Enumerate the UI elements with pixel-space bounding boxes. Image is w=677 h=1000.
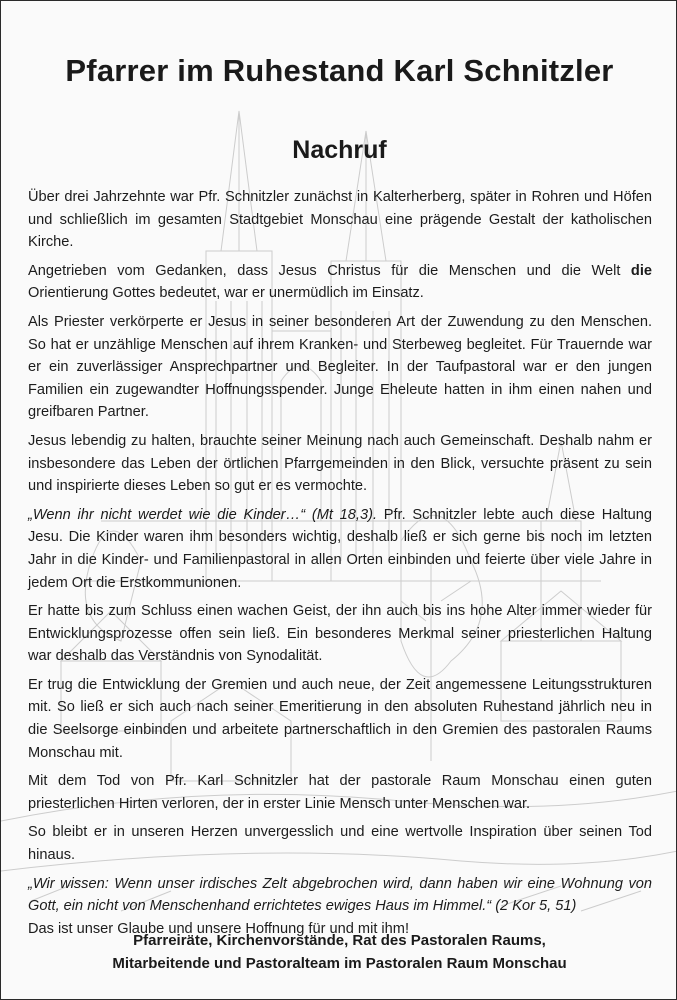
paragraph-2	[28, 260, 652, 305]
paragraph-2-start: Angetrieben vom Gedanken, dass Jesus Christus für die Menschen und die Welt	[28, 262, 631, 279]
paragraph-2-emphasis: die	[630, 262, 652, 279]
signature-block	[1, 929, 677, 975]
paragraph-6: Er hatte bis zum Schluss einen wachen Geist, der ihn auch bis ins hohe Alter immer wieder für Entwicklungsprozesse offen sein ließ. Ein besonderes Merkmal seiner priesterlichen Haltung war deshalb das Verständnis von Synodalität.	[28, 603, 652, 665]
obituary-body	[28, 186, 652, 946]
paragraph-2-end: Orientierung Gottes bedeutet, war er unermüdlich im Einsatz.	[28, 285, 424, 302]
paragraph-5-text: Pfr. Schnitzler lebte auch diese Haltung Jesu. Die Kinder waren ihm besonders wichtig, deshalb ließ er sich gerne bis noch im letzten Jahr in die Kinder- und Familienpastoral in allen Orten einbinden und feierte über viele Jahre in jedem Ort die Erstkommunionen.	[28, 506, 652, 591]
page-title: Pfarrer im Ruhestand Karl Schnitzler	[65, 53, 614, 88]
bible-quote-matthew: „Wenn ihr nicht werdet wie die Kinder…“ (Mt 18,3).	[28, 506, 378, 523]
signature-line-2: Mitarbeitende und Pastoralteam im Pastoralen Raum Monschau	[112, 955, 567, 972]
paragraph-4: Jesus lebendig zu halten, brauchte seiner Meinung nach auch Gemeinschaft. Deshalb nahm er insbesondere das Leben der örtlichen Pfarrgemeinden in den Blick, versuchte präsent zu sein und inspirierte dieses Leben so gut er es vermochte.	[28, 432, 652, 495]
paragraph-3: Als Priester verkörperte er Jesus in seiner besonderen Art der Zuwendung zu den Menschen. So hat er unzählige Menschen auf ihrem Kranken- und Sterbeweg begleitet. Für Trauernde war er ein zuverlässiger Ansprechpartner und Begleiter. In der Taufpastoral war er den jungen Familien ein zugewandter Hoffnungsspender. Junge Eheleute hatten in ihm einen nahen und greifbaren Partner.	[28, 313, 652, 421]
page-subtitle: Nachruf	[292, 136, 387, 164]
paragraph-8: Mit dem Tod von Pfr. Karl Schnitzler hat der pastorale Raum Monschau einen guten priesterlichen Hirten verloren, der in erster Linie Mensch unter Menschen war.	[28, 773, 652, 812]
paragraph-5	[28, 504, 652, 594]
paragraph-9: So bleibt er in unseren Herzen unvergesslich und eine wertvolle Inspiration über seinen Tod hinaus.	[28, 824, 652, 864]
closing-line: Das ist unser Glaube und unsere Hoffnung für und mit ihm!	[28, 920, 409, 937]
paragraph-1: Über drei Jahrzehnte war Pfr. Schnitzler zunächst in Kalterherberg, später in Rohren und Höfen und schließlich im gesamten Stadtgebiet Monschau eine prägende Gestalt der katholischen Kirche.	[28, 189, 652, 251]
bible-quote-corinthians: „Wir wissen: Wenn unser irdisches Zelt abgebrochen wird, dann haben wir eine Wohnung von Gott, ein nicht von Menschenhand errichtetes ewiges Haus im Himmel.“ (2 Kor 5, 51)	[28, 875, 652, 915]
paragraph-7: Er trug die Entwicklung der Gremien und auch neue, der Zeit angemessene Leitungsstrukturen mit. So ließ er sich auch nach seiner Emeritierung in den absoluten Ruhestand jährlich neu in die Seelsorge einbinden und arbeitete partnerschaftlich in den Gremien des pastoralen Raums Monschau mit.	[28, 676, 652, 761]
signature-line-1: Pfarreiräte, Kirchenvorstände, Rat des Pastoralen Raums,	[133, 932, 546, 949]
